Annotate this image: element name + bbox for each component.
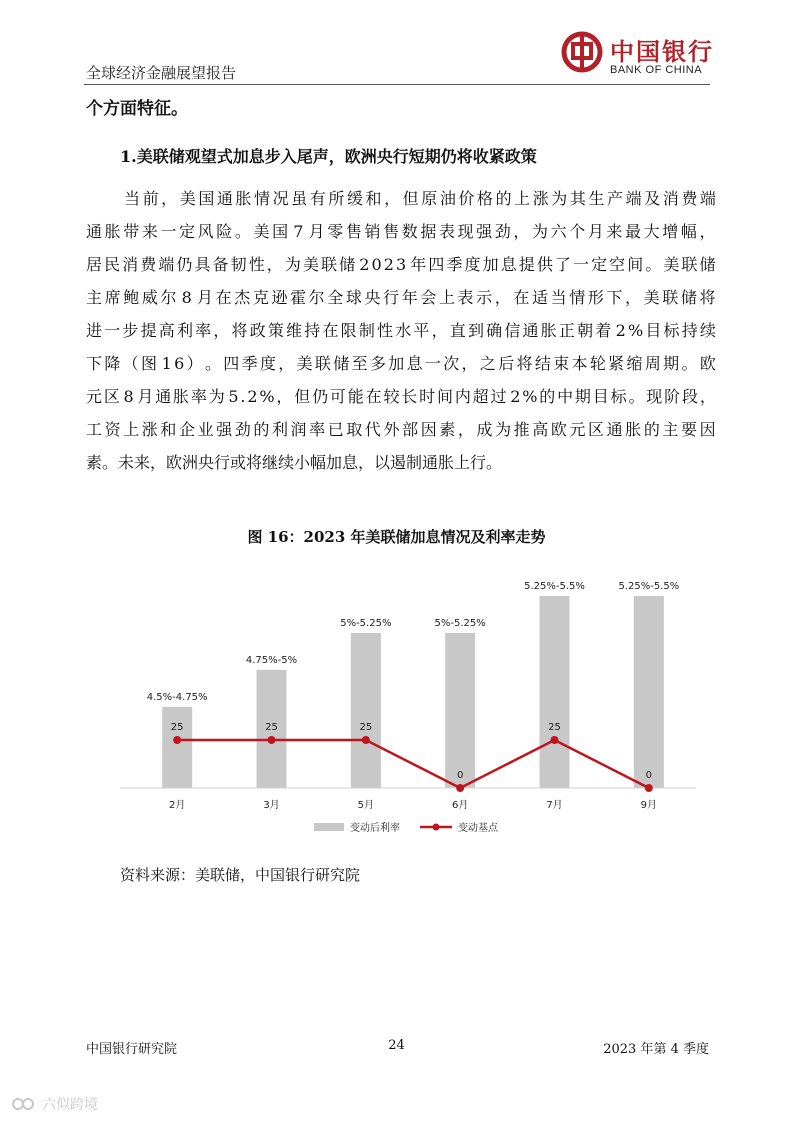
body-line: 下 降 （ 图 1 6 ） 。 四 季 度 ， 美 联 储 至 多 加 息 一 次 ， 之 后 将 结 束 本 轮 紧 缩 周 期 。 欧 (86, 354, 716, 373)
line-point (645, 784, 653, 792)
page-number: 24 (388, 1038, 405, 1053)
body-line: 主 席 鲍 威 尔 8 月 在 杰 克 逊 霍 尔 全 球 央 行 年 会 上 表 示 ， 在 适 当 情 形 下 ， 美 联 储 将 (86, 288, 716, 307)
line-data-label: 25 (548, 722, 561, 733)
legend-line-marker (433, 824, 440, 831)
line-data-label: 25 (359, 722, 373, 733)
logo-english-text: BANK OF CHINA (610, 64, 703, 76)
legend-line-label: 变动基点 (458, 823, 498, 834)
bank-of-china-logo-icon (560, 30, 604, 74)
body-line: 工 资 上 涨 和 企 业 强 劲 的 利 润 率 已 取 代 外 部 因 素 ， 成 为 推 高 欧 元 区 通 胀 的 主 要 因 (86, 420, 716, 439)
footer-org: 中国银行研究院 (86, 1042, 178, 1057)
line-data-label: 25 (170, 722, 184, 733)
header-divider (84, 84, 710, 85)
x-tick-label: 5月 (357, 800, 375, 811)
body-line: 居 民 消 费 端 仍 具 备 韧 性 ， 为 美 联 储 2 0 2 3 年 四 季 度 加 息 提 供 了 一 定 空 间 。 美 联 储 (86, 255, 716, 274)
footer-period: 2023 年第 4 季度 (603, 1042, 709, 1057)
bar (351, 633, 381, 788)
bar (162, 707, 192, 788)
x-tick-label: 3月 (263, 800, 280, 811)
bar-data-label: 4.5%-4.75% (146, 691, 208, 703)
bar (445, 633, 475, 788)
bank-logo (560, 30, 720, 80)
figure-caption: 图 16：2023 年美联储加息情况及利率走势 (247, 528, 546, 546)
x-tick-label: 6月 (451, 800, 469, 811)
line-point (362, 736, 370, 744)
source-note: 资料来源：美联储，中国银行研究院 (120, 866, 361, 884)
x-tick-label: 2月 (168, 800, 186, 811)
section-heading: 1.美联储观望式加息步入尾声，欧洲央行短期仍将收紧政策 (120, 147, 537, 166)
watermark-text: 六似跨境 (42, 1097, 98, 1113)
x-tick-label: 7月 (546, 800, 563, 811)
x-tick-label: 9月 (640, 800, 658, 811)
bar-data-label: 5%-5.25% (434, 617, 486, 629)
line-point (173, 736, 181, 744)
legend-bar-label: 变动后利率 (350, 823, 400, 834)
body-line: 进 一 步 提 高 利 率 ， 将 政 策 维 持 在 限 制 性 水 平 ， 直 到 确 信 通 胀 正 朝 着 2 % 目 标 持 续 (86, 321, 716, 340)
body-line: 元 区 8 月 通 胀 率 为 5 . 2 % ， 但 仍 可 能 在 较 长 时 间 内 超 过 2 % 的 中 期 目 标 。 现 阶 段 ， (86, 387, 716, 406)
watermark (12, 1094, 98, 1114)
line-data-label: 25 (265, 722, 278, 733)
bar-data-label: 4.75%-5% (245, 654, 298, 666)
lead-text: 个方面特征。 (86, 99, 188, 119)
logo-chinese-text: 中国银行 (610, 38, 714, 66)
body-line: 通 胀 带 来 一 定 风 险 。 美 国 7 月 零 售 销 售 数 据 表 现 强 劲 ， 为 六 个 月 来 最 大 增 幅 ， (86, 222, 716, 241)
report-title: 全球经济金融展望报告 (86, 64, 237, 82)
body-line: 素。未来，欧洲央行或将继续小幅加息，以遏制通胀上行。 (86, 453, 503, 472)
line-point (268, 736, 276, 744)
legend-bar-swatch (314, 823, 344, 831)
bar (634, 596, 664, 788)
bar-data-label: 5.25%-5.5% (618, 581, 680, 592)
bar (540, 596, 570, 788)
bar-data-label: 5%-5.25% (340, 617, 392, 629)
line-data-label: 0 (645, 770, 653, 781)
line-data-label: 0 (456, 770, 464, 781)
watermark-logo-icon (12, 1096, 38, 1112)
body-paragraph (86, 182, 716, 479)
series-line (177, 740, 649, 788)
body-line: 当 前 ， 美 国 通 胀 情 况 虽 有 所 缓 和 ， 但 原 油 价 格 的 上 涨 为 其 生 产 端 及 消 费 端 (124, 189, 716, 208)
rate-hike-chart (100, 560, 720, 850)
line-point (456, 784, 464, 792)
line-point (551, 736, 559, 744)
bar-data-label: 5.25%-5.5% (524, 581, 585, 592)
